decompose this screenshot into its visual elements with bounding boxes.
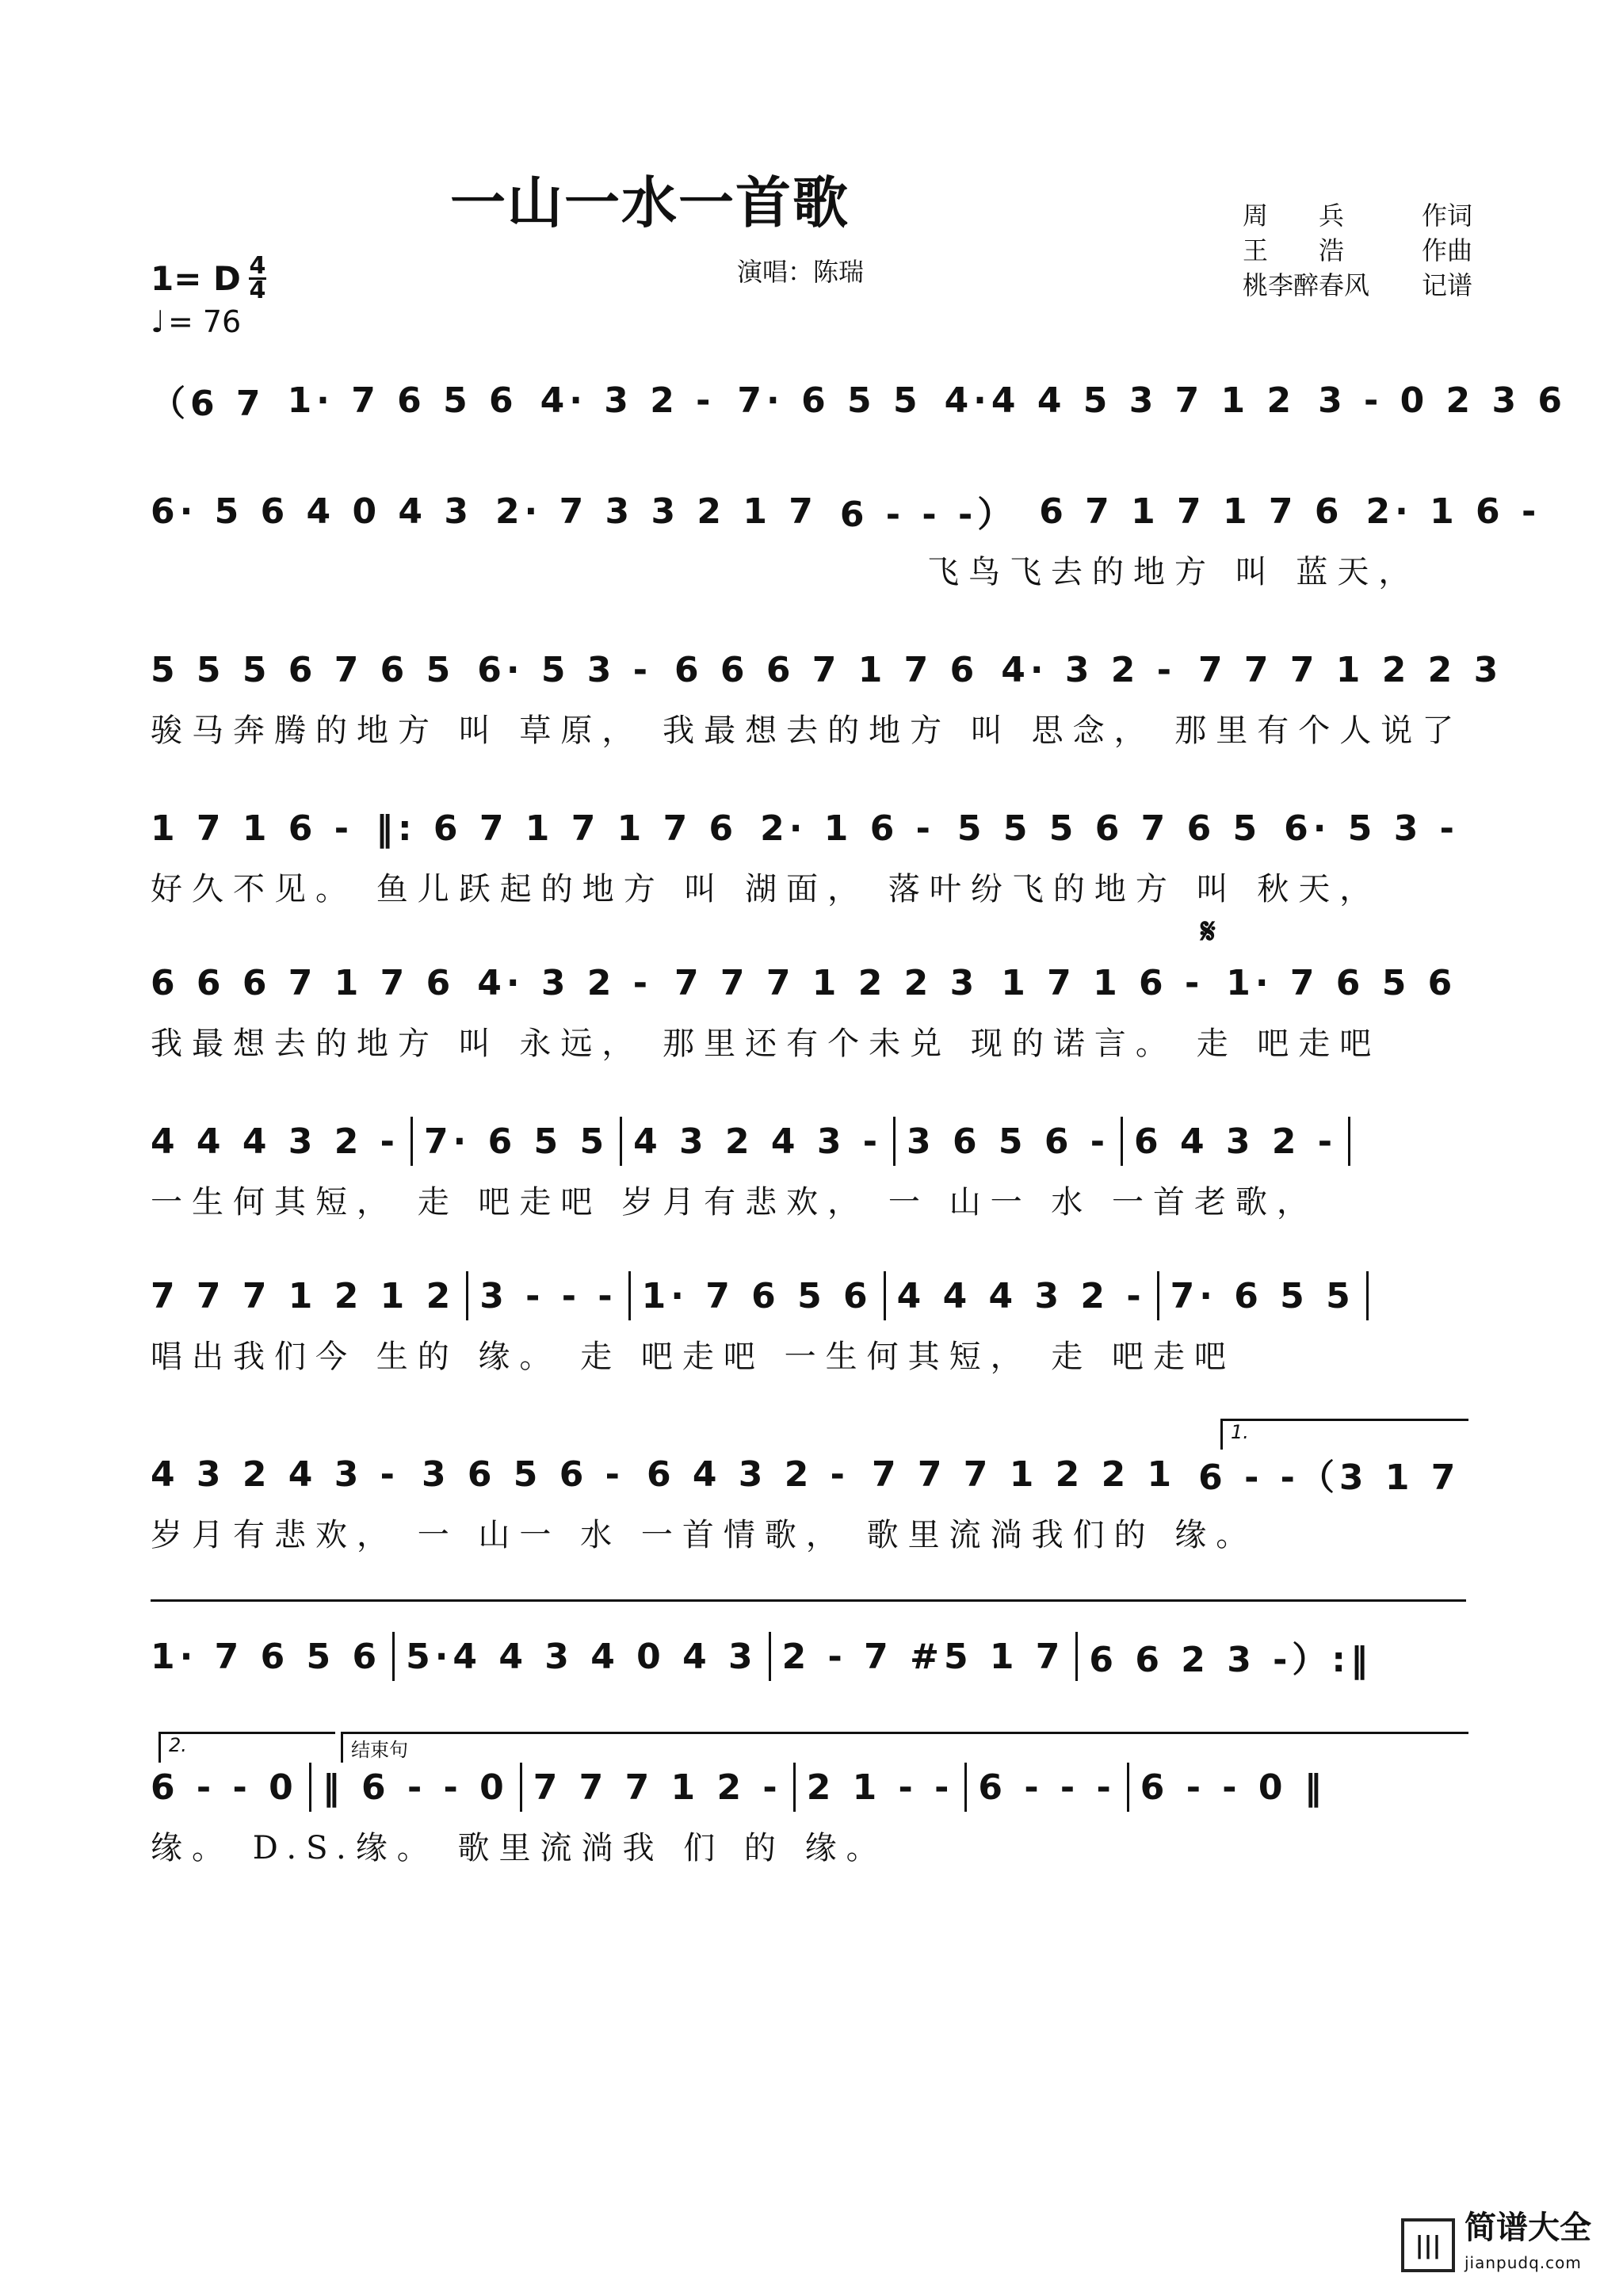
measure: 3 6 5 6 - [421,1454,624,1495]
staff-system-8 [151,1446,1466,1557]
lyrics-row [151,436,1466,483]
credit-name: 周 兵 [1243,201,1345,231]
site-watermark [1401,2210,1591,2280]
measure: 3 - 0 2 3 6 [1318,380,1568,421]
measure: 4· 3 2 - [1001,649,1176,690]
measure: ‖ 6 - - 0 [322,1767,509,1808]
credit-role: 记谱 [1421,270,1472,300]
notes-row [151,1629,1466,1684]
watermark-name: 简谱大全 [1465,2210,1591,2246]
lyrics-row: 飞鸟飞去的地方 叫 蓝天， [927,554,1420,590]
measure: 7 7 7 1 2 2 1 [871,1454,1177,1495]
lyrics-row: 好久不见。 鱼儿跃起的地方 叫 湖面， 落叶纷飞的地方 叫 秋天， [151,871,1381,907]
measure: 7· 6 5 5 [1170,1275,1355,1316]
measure: 6 6 2 3 -）:‖ [1089,1640,1373,1680]
measure: 2 - 7 #5 1 7 [781,1636,1065,1677]
lyrics-row: 一生何其短， 走 吧走吧 岁月有悲欢， 一 山一 水 一首老歌， [151,1184,1319,1221]
measure: 4· 3 2 - [477,962,652,1003]
time-bottom: 4 [249,277,266,304]
coda-bracket: 结束句 [341,1732,1468,1763]
measure: 4 3 2 4 3 - [151,1454,399,1495]
volta-2-bracket: 2. [158,1732,335,1763]
measure: ‖: 6 7 1 7 1 7 6 [376,808,739,849]
measure: 1 7 1 6 - [151,808,353,849]
measure: 7 7 7 1 2 2 3 [1198,649,1503,690]
tempo-value: = 76 [167,304,242,339]
piano-keys-icon: ||| [1401,2218,1455,2272]
measure: 4 4 4 3 2 - [151,1121,399,1162]
measure: 1 7 1 6 - [1001,962,1205,1003]
key-signature [151,252,266,304]
measure: 2· 7 3 3 2 1 7 [495,491,818,532]
notes-row [151,642,1503,697]
notes-row [151,1759,1466,1815]
notes-row [151,1446,1466,1502]
measure: 6 - - 0 [151,1767,298,1808]
lyrics-row: 唱出我们今 生的 缘。 走 吧走吧 一生何其短， 走 吧走吧 [151,1339,1236,1375]
measure: 5·4 4 3 4 0 4 3 [406,1636,758,1677]
measure: 6· 5 6 4 0 4 3 [151,491,473,532]
measure: 6 - -（3 1 7 [1198,1457,1461,1498]
measure: 6 6 6 7 1 7 6 [151,962,456,1003]
measure: 7 7 7 1 2 2 3 [674,962,980,1003]
time-signature [249,252,266,304]
measure: 7· 6 5 5 [423,1121,609,1162]
measure: 4· 3 2 - [540,380,716,421]
measure: 6 6 6 7 1 7 6 [674,649,980,690]
measure: 5 5 5 6 7 6 5 [151,649,456,690]
measure: 6· 5 3 - [477,649,652,690]
staff-system-10 [151,1759,1466,1870]
lyrics-row: 岁月有悲欢， 一 山一 水 一首情歌， 歌里流淌我们的 缘。 [151,1517,1258,1553]
staff-system-5 [151,955,1466,1066]
measure: 4 4 4 3 2 - [896,1275,1146,1316]
measure: 1· 7 6 5 6 [641,1275,873,1316]
measure: 6 7 1 7 1 7 6 [1039,491,1344,532]
notes-row [151,800,1466,856]
staff-system-7 [151,1268,1466,1379]
credit-name: 桃李醉春风 [1243,270,1370,300]
credit-composer [1243,233,1472,268]
lyrics-row: 我最想去的地方 叫 永远， 那里还有个未兑 现的诺言。 走 吧走吧 [151,1026,1381,1062]
volta-1-bracket: 1. [1220,1419,1468,1450]
notes-row [151,372,1568,428]
notes-row [151,1268,1466,1324]
measure: 1· 7 6 5 6 [287,380,518,421]
measure: 2· 1 6 - [760,808,935,849]
measure: 7 7 7 1 2 - [533,1767,782,1808]
credits [1243,198,1472,303]
measure: 2 1 - - [806,1767,954,1808]
measure: 6 - - -） [839,495,1018,535]
time-top: 4 [249,252,266,280]
measure: 7 7 7 1 2 1 2 [151,1275,456,1316]
staff-system-1 [151,372,1568,483]
lyrics-row: 骏马奔腾的地方 叫 草原， 我最想去的地方 叫 思念， 那里有个人说了 [151,712,1464,749]
staff-system-3 [151,642,1503,753]
key-label: 1= D [151,259,241,298]
volta-1-continuation [151,1599,1466,1602]
segno-icon: 𝄋 [1201,911,1216,952]
staff-system-2 [151,483,1541,594]
measure: 6 - - 0 ‖ [1140,1767,1327,1808]
staff-system-6 [151,1114,1466,1224]
measure: 2· 1 6 - [1365,491,1541,532]
song-title: 一山一水一首歌 [450,170,850,235]
measure: 5 5 5 6 7 6 5 [957,808,1262,849]
quarter-note-icon: ♩ [151,304,165,339]
singer-label: 演唱：陈瑞 [737,257,865,287]
measure: （6 7 [151,384,265,424]
credit-role: 作词 [1421,201,1472,231]
notes-row [151,955,1466,1010]
measure: 1· 7 6 5 6 [1226,962,1457,1003]
credit-name: 王 浩 [1243,235,1345,266]
credit-lyricist [1243,198,1472,233]
measure: 4·4 4 5 3 7 1 2 [944,380,1296,421]
measure: 6 4 3 2 - [646,1454,850,1495]
measure: 3 - - - [479,1275,617,1316]
notes-row [151,1114,1466,1169]
credit-transcriber [1243,268,1472,303]
measure: 6 4 3 2 - [1134,1121,1338,1162]
staff-system-9 [151,1629,1466,1740]
lyrics-row: 缘。 D.S.缘。 歌里流淌我 们 的 缘。 [151,1830,888,1866]
measure: 1· 7 6 5 6 [151,1636,382,1677]
measure: 7· 6 5 5 [737,380,922,421]
credit-role: 作曲 [1421,235,1472,266]
measure: 6· 5 3 - [1284,808,1459,849]
tempo-marking [151,304,241,339]
staff-system-4 [151,800,1466,911]
watermark-url: jianpudq.com [1465,2253,1582,2272]
measure: 4 3 2 4 3 - [633,1121,883,1162]
measure: 6 - - - [978,1767,1116,1808]
measure: 3 6 5 6 - [907,1121,1110,1162]
notes-row [151,483,1541,539]
